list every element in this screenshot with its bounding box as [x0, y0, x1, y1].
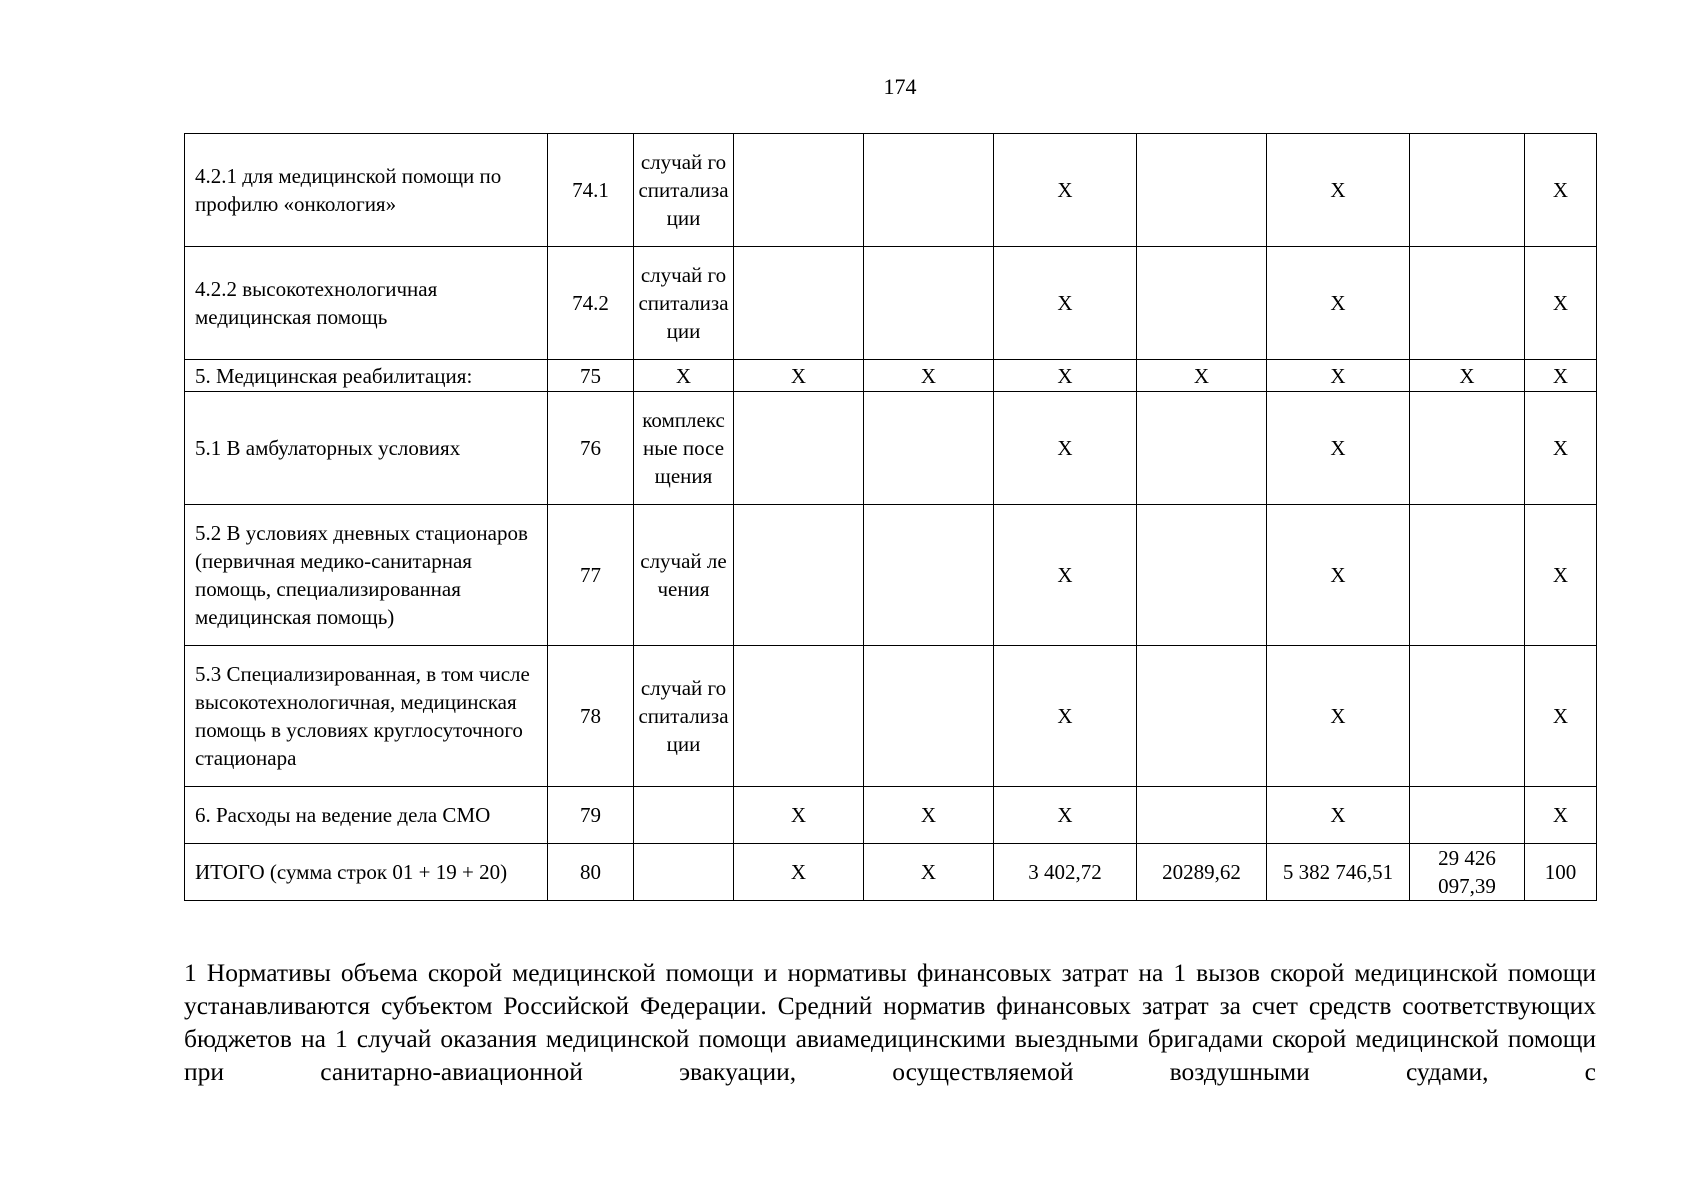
table-row [185, 247, 1597, 360]
col7-cell [1137, 787, 1267, 844]
col5-cell [864, 134, 994, 247]
col9-cell [1410, 247, 1525, 360]
row-name-cell: ИТОГО (сумма строк 01 + 19 + 20) [185, 844, 548, 901]
col5-cell [864, 505, 994, 646]
col7-cell [1137, 505, 1267, 646]
row-code-cell: 74.2 [548, 247, 634, 360]
col6-cell: Х [994, 392, 1137, 505]
row-name-cell: 4.2.2 высокотехнологичная медицинская помощь [185, 247, 548, 360]
col8-cell: Х [1267, 787, 1410, 844]
col10-cell: Х [1525, 505, 1597, 646]
col7-cell [1137, 392, 1267, 505]
col4-cell: Х [734, 844, 864, 901]
col6-cell: Х [994, 646, 1137, 787]
col8-cell: Х [1267, 360, 1410, 392]
row-unit-cell: комплексные посещения [634, 392, 734, 505]
row-unit-cell: случай лечения [634, 505, 734, 646]
col5-cell: Х [864, 787, 994, 844]
row-code-cell: 76 [548, 392, 634, 505]
row-code-cell: 77 [548, 505, 634, 646]
col10-cell: Х [1525, 646, 1597, 787]
col5-cell [864, 247, 994, 360]
row-unit-cell [634, 787, 734, 844]
footnote: 1 Нормативы объема скорой медицинской помощи и нормативы финансовых затрат на 1 вызов скорой медицинской помощи устанавливаются субъектом Российской Федерации. Средний норматив финансовых затрат за счет средств соответствующих бюджетов на 1 случай оказания медицинской помощи авиамедицинскими выездными бригадами скорой медицинской помощи при санитарно-авиационной эвакуации, осуществляемой воздушными судами, с [184, 957, 1596, 1086]
col9-cell: 29 426 097,39 [1410, 844, 1525, 901]
col6-cell: Х [994, 134, 1137, 247]
row-name-cell: 5.2 В условиях дневных стационаров (первичная медико-санитарная помощь, специализированная медицинская помощь) [185, 505, 548, 646]
page-number: 174 [883, 74, 917, 99]
row-unit-cell [634, 844, 734, 901]
col7-cell [1137, 134, 1267, 247]
table-row [185, 505, 1597, 646]
col10-cell: Х [1525, 392, 1597, 505]
row-name-cell: 5.3 Специализированная, в том числе высокотехнологичная, медицинская помощь в условиях круглосуточного стационара [185, 646, 548, 787]
col8-cell: Х [1267, 247, 1410, 360]
table-row [185, 392, 1597, 505]
col8-cell: Х [1267, 134, 1410, 247]
col4-cell [734, 247, 864, 360]
row-unit-cell: Х [634, 360, 734, 392]
row-code-cell: 78 [548, 646, 634, 787]
table-row [185, 360, 1597, 392]
financing-table [184, 133, 1597, 901]
col5-cell: Х [864, 844, 994, 901]
col4-cell [734, 646, 864, 787]
row-code-cell: 80 [548, 844, 634, 901]
table-row [185, 646, 1597, 787]
col8-cell: 5 382 746,51 [1267, 844, 1410, 901]
col8-cell: Х [1267, 505, 1410, 646]
table-row [185, 787, 1597, 844]
col5-cell [864, 646, 994, 787]
col6-cell: Х [994, 247, 1137, 360]
col7-cell [1137, 646, 1267, 787]
col7-cell: 20289,62 [1137, 844, 1267, 901]
col4-cell [734, 134, 864, 247]
col10-cell: Х [1525, 360, 1597, 392]
col9-cell [1410, 646, 1525, 787]
col8-cell: Х [1267, 392, 1410, 505]
col6-cell: Х [994, 787, 1137, 844]
row-name-cell: 5.1 В амбулаторных условиях [185, 392, 548, 505]
col10-cell: Х [1525, 134, 1597, 247]
col9-cell [1410, 505, 1525, 646]
col5-cell [864, 392, 994, 505]
row-unit-cell: случай госпитализации [634, 134, 734, 247]
col4-cell [734, 392, 864, 505]
col6-cell: Х [994, 360, 1137, 392]
row-code-cell: 79 [548, 787, 634, 844]
col10-cell: Х [1525, 787, 1597, 844]
row-unit-cell: случай госпитализации [634, 646, 734, 787]
col7-cell [1137, 247, 1267, 360]
row-name-cell: 6. Расходы на ведение дела СМО [185, 787, 548, 844]
col9-cell [1410, 392, 1525, 505]
col9-cell: Х [1410, 360, 1525, 392]
col7-cell: Х [1137, 360, 1267, 392]
row-code-cell: 74.1 [548, 134, 634, 247]
col4-cell: Х [734, 787, 864, 844]
col10-cell: 100 [1525, 844, 1597, 901]
col6-cell: 3 402,72 [994, 844, 1137, 901]
col6-cell: Х [994, 505, 1137, 646]
table-row [185, 134, 1597, 247]
col9-cell [1410, 134, 1525, 247]
col4-cell [734, 505, 864, 646]
col9-cell [1410, 787, 1525, 844]
col5-cell: Х [864, 360, 994, 392]
row-name-cell: 5. Медицинская реабилитация: [185, 360, 548, 392]
col4-cell: Х [734, 360, 864, 392]
row-name-cell: 4.2.1 для медицинской помощи по профилю «онкология» [185, 134, 548, 247]
col8-cell: Х [1267, 646, 1410, 787]
col10-cell: Х [1525, 247, 1597, 360]
row-unit-cell: случай госпитализации [634, 247, 734, 360]
row-code-cell: 75 [548, 360, 634, 392]
table-row [185, 844, 1597, 901]
